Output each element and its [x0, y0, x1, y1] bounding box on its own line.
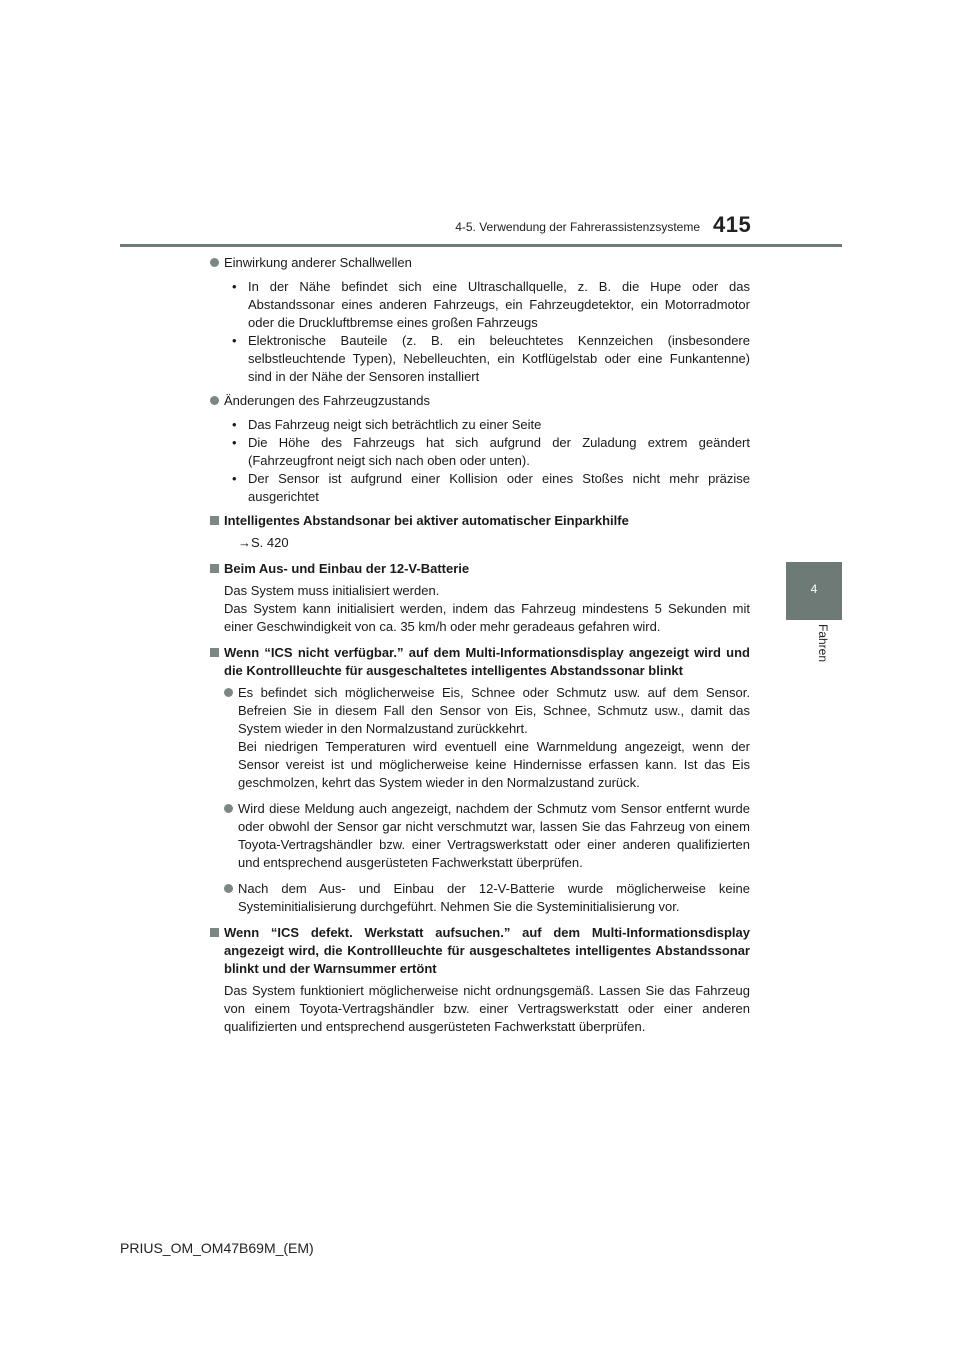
- square-bullet-icon: [210, 928, 219, 937]
- sub-item-text: Die Höhe des Fahrzeugs hat sich aufgrund der Zuladung extrem geändert (Fahrzeugfront neigt sich nach oben oder unten).: [248, 435, 750, 468]
- heading-text: Wenn “ICS defekt. Werkstatt aufsuchen.” auf dem Multi-Informationsdisplay angezeigt wird, die Kontrollleuchte für ausgeschaltetes intelligentes Abstandssonar blinkt und der Warnsummer ertönt: [224, 925, 750, 976]
- square-bullet-icon: [210, 516, 219, 525]
- chapter-label: Fahren: [816, 624, 830, 663]
- paragraph-text: Nach dem Aus- und Einbau der 12-V-Batterie wurde möglicherweise keine Systeminitialisierung durchgeführt. Nehmen Sie die Systeminitialisierung vor.: [238, 881, 750, 914]
- paragraph-line: Das System muss initialisiert werden.: [224, 583, 440, 598]
- paragraph-text: Wird diese Meldung auch angezeigt, nachdem der Schmutz vom Sensor entfernt wurde oder obwohl der Sensor gar nicht verschmutzt war, lassen Sie das Fahrzeug von einem Toyota-Vertragshändler bzw. einer Vertragswerkstatt oder einer anderen qualifizierten und entsprechend ausgerüsteten Fachwerkstatt überprüfen.: [238, 801, 750, 870]
- bullet-dot-icon: [210, 258, 219, 267]
- sub-item-text: Elektronische Bauteile (z. B. ein beleuchtetes Kennzeichen (insbesondere selbstleuchtende Typen), Nebelleuchten, ein Kotflügelstab oder eine Funkantenne) sind in der Nähe der Sensoren installiert: [248, 333, 750, 384]
- bullet-paragraph: [210, 684, 750, 792]
- paragraph-line: Das System kann initialisiert werden, indem das Fahrzeug mindestens 5 Sekunden mit einer Geschwindigkeit von ca. 35 km/h oder mehr geradeaus gefahren wird.: [224, 601, 750, 634]
- chapter-tab: [786, 562, 842, 620]
- bullet-dot-icon: [224, 688, 233, 697]
- section-heading: [210, 560, 750, 578]
- sub-list: [224, 278, 750, 386]
- sub-item: • Der Sensor ist aufgrund einer Kollision oder eines Stoßes nicht mehr präzise ausgerichtet: [232, 471, 750, 504]
- sub-item-text: Das Fahrzeug neigt sich beträchtlich zu einer Seite: [248, 417, 542, 432]
- bullet-title: Änderungen des Fahrzeugzustands: [224, 393, 430, 408]
- sub-item-text: In der Nähe befindet sich eine Ultraschallquelle, z. B. die Hupe oder das Abstandssonar eines anderen Fahrzeugs, ein Fahrzeugdetektor, ein Motorradmotor oder die Druckluftbremse eines großen Fahrzeugs: [248, 279, 750, 330]
- bullet-paragraph: [210, 800, 750, 872]
- heading-text: Intelligentes Abstandsonar bei aktiver automatischer Einparkhilfe: [224, 513, 629, 528]
- heading-text: Beim Aus- und Einbau der 12-V-Batterie: [224, 561, 470, 576]
- header-divider: [120, 244, 842, 247]
- page-content: [210, 254, 750, 1044]
- bullet-paragraph: [210, 880, 750, 916]
- bullet-dot-icon: [224, 804, 233, 813]
- square-bullet-icon: [210, 648, 219, 657]
- chapter-number: 4: [810, 582, 818, 596]
- heading-text: Wenn “ICS nicht verfügbar.” auf dem Multi-Informationsdisplay angezeigt wird und die Kontrollleuchte für ausgeschaltetes intelligentes Abstandssonar blinkt: [224, 645, 750, 678]
- sub-item: • Die Höhe des Fahrzeugs hat sich aufgrund der Zuladung extrem geändert (Fahrzeugfront neigt sich nach oben oder unten).: [232, 435, 750, 468]
- sub-item: • Das Fahrzeug neigt sich beträchtlich zu einer Seite: [232, 417, 542, 432]
- bullet-title: Einwirkung anderer Schallwellen: [224, 255, 412, 270]
- page-reference: →S. 420: [238, 535, 289, 550]
- section-heading: [210, 512, 750, 530]
- section-heading: [210, 924, 750, 978]
- paragraph-text: Bei niedrigen Temperaturen wird eventuell eine Warnmeldung angezeigt, wenn der Sensor vereist ist und möglicherweise keine Hindernisse erfassen kann. Ist das Eis geschmolzen, kehrt das System wieder in den Normalzustand zurück.: [238, 739, 750, 790]
- section-title: 4-5. Verwendung der Fahrerassistenzsysteme: [455, 220, 700, 234]
- sub-item: • In der Nähe befindet sich eine Ultraschallquelle, z. B. die Hupe oder das Abstandssonar eines anderen Fahrzeugs, ein Fahrzeugdetektor, ein Motorradmotor oder die Druckluftbremse eines großen Fahrzeugs: [232, 279, 750, 330]
- paragraph: [210, 582, 750, 636]
- bullet-item: [210, 392, 750, 410]
- sub-item: • Elektronische Bauteile (z. B. ein beleuchtetes Kennzeichen (insbesondere selbstleuchtende Typen), Nebelleuchten, ein Kotflügelstab oder eine Funkantenne) sind in der Nähe der Sensoren installiert: [232, 333, 750, 384]
- bullet-dot-icon: [224, 884, 233, 893]
- bullet-dot-icon: [210, 396, 219, 405]
- square-bullet-icon: [210, 564, 219, 573]
- document-code: PRIUS_OM_OM47B69M_(EM): [120, 1240, 314, 1256]
- section-heading: [210, 644, 750, 680]
- paragraph-text: Es befindet sich möglicherweise Eis, Schnee oder Schmutz usw. auf dem Sensor. Befreien Sie in diesem Fall den Sensor von Eis, Schnee, Schmutz usw., damit das System wieder in den Normalzustand zurückkehrt.: [238, 685, 750, 736]
- sub-list: [224, 416, 750, 506]
- bullet-item: [210, 254, 750, 272]
- paragraph: Das System funktioniert möglicherweise nicht ordnungsgemäß. Lassen Sie das Fahrzeug von einem Toyota-Vertragshändler bzw. einer Vertragswerkstatt oder einer anderen qualifizierten und entsprechend ausgerüsteten Fachwerkstatt überprüfen.: [224, 983, 750, 1034]
- page-number: 415: [713, 212, 752, 237]
- sub-item-text: Der Sensor ist aufgrund einer Kollision oder eines Stoßes nicht mehr präzise ausgerichtet: [248, 471, 750, 504]
